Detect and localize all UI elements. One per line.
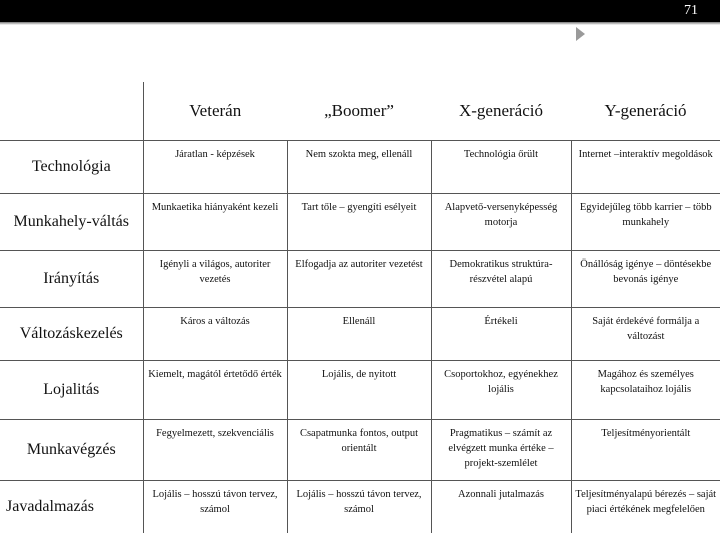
- slide-header-bar: [0, 0, 720, 22]
- table-row: [0, 194, 720, 251]
- table-cell: Saját érdekévé formálja a változást: [571, 308, 720, 361]
- table-row: [0, 361, 720, 420]
- table-cell: Egyidejűleg több karrier – több munkahely: [571, 194, 720, 251]
- table-cell: Munkaetika hiányaként kezeli: [143, 194, 287, 251]
- table-cell: Teljesítményalapú bérezés – saját piaci értékének megfelelően: [571, 481, 720, 534]
- table-cell: Elfogadja az autoriter vezetést: [287, 251, 431, 308]
- table-cell: Teljesítményorientált: [571, 420, 720, 481]
- table-cell: Lojális – hosszú távon tervez, számol: [143, 481, 287, 534]
- table-cell: Fegyelmezett, szekvenciális: [143, 420, 287, 481]
- row-label: Technológia: [0, 141, 143, 194]
- column-header-veteran: Veterán: [189, 101, 242, 120]
- table-cell: Igényli a világos, autoriter vezetés: [143, 251, 287, 308]
- table-cell: Káros a változás: [143, 308, 287, 361]
- generations-comparison-table: [0, 82, 720, 533]
- column-header-y-generation: Y-generáció: [604, 101, 687, 120]
- table-cell: Értékeli: [431, 308, 571, 361]
- table-row: [0, 308, 720, 361]
- table-row: [0, 141, 720, 194]
- table-cell: Csoportokhoz, egyénekhez lojális: [431, 361, 571, 420]
- table-cell: Magához és személyes kapcsolataihoz lojális: [571, 361, 720, 420]
- header-shadow: [0, 22, 720, 25]
- table-cell: Ellenáll: [287, 308, 431, 361]
- header-empty-cell: [0, 82, 143, 141]
- row-label: Változáskezelés: [0, 308, 143, 361]
- table-cell: Járatlan - képzések: [143, 141, 287, 194]
- row-label: Lojalitás: [0, 361, 143, 420]
- table-cell: Technológia őrült: [431, 141, 571, 194]
- row-label: Javadalmazás: [0, 481, 143, 534]
- table-cell: Alapvető-versenyképesség motorja: [431, 194, 571, 251]
- table-cell: Lojális – hosszú távon tervez, számol: [287, 481, 431, 534]
- table-cell: Kiemelt, magától értetődő érték: [143, 361, 287, 420]
- table-cell: Azonnali jutalmazás: [431, 481, 571, 534]
- column-header-boomer: „Boomer”: [324, 101, 394, 120]
- triangle-marker-icon: [576, 27, 585, 41]
- table-header-row: [0, 82, 720, 141]
- table-cell: Pragmatikus – számít az elvégzett munka értéke – projekt-szemlélet: [431, 420, 571, 481]
- table-cell: Internet –interaktív megoldások: [571, 141, 720, 194]
- row-label: Munkahely-váltás: [0, 194, 143, 251]
- table-cell: Önállóság igénye – döntésekbe bevonás igénye: [571, 251, 720, 308]
- table-cell: Csapatmunka fontos, output orientált: [287, 420, 431, 481]
- table-row: [0, 251, 720, 308]
- column-header-x-generation: X-generáció: [458, 101, 543, 120]
- table-cell: Demokratikus struktúra- részvétel alapú: [431, 251, 571, 308]
- page-number: 71: [684, 3, 698, 18]
- table-cell: Tart tőle – gyengíti esélyeit: [287, 194, 431, 251]
- table-row: [0, 420, 720, 481]
- row-label: Irányítás: [0, 251, 143, 308]
- table-row: [0, 481, 720, 534]
- row-label: Munkavégzés: [0, 420, 143, 481]
- table-cell: Lojális, de nyitott: [287, 361, 431, 420]
- table-cell: Nem szokta meg, ellenáll: [287, 141, 431, 194]
